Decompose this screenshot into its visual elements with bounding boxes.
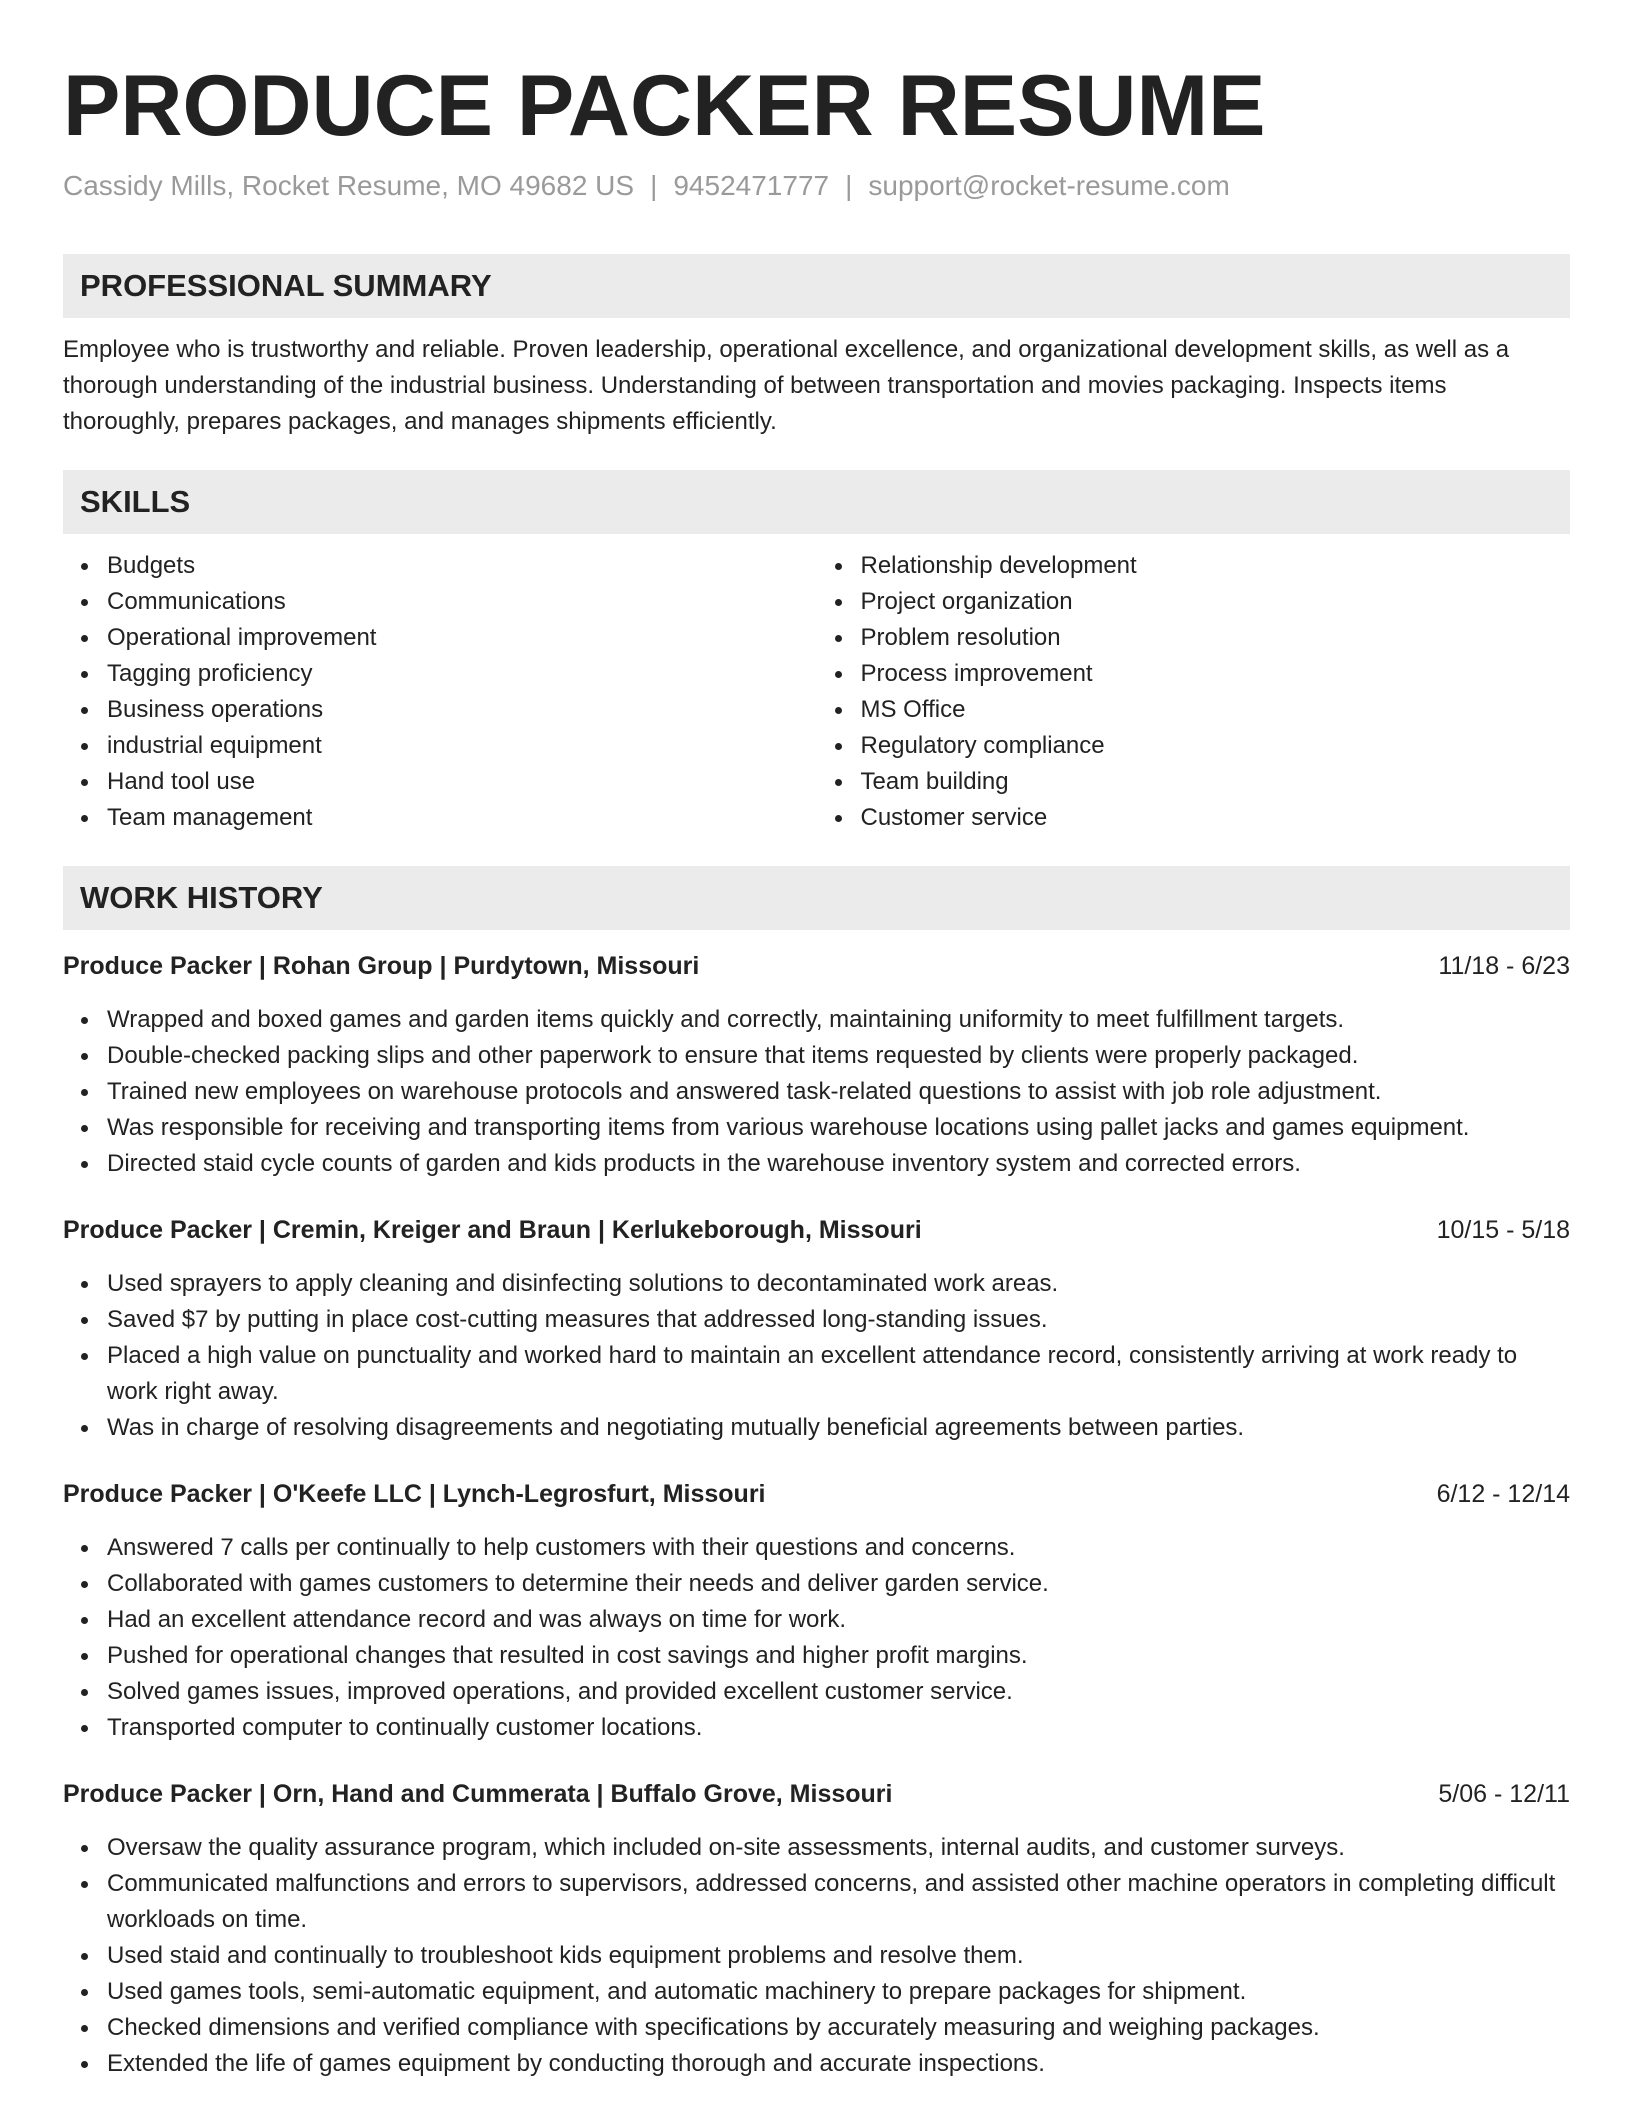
skill-item: Business operations — [107, 692, 817, 728]
job-title: Produce Packer | Orn, Hand and Cummerata | Buffalo Grove, Missouri — [63, 1780, 893, 1808]
job-duty: Double-checked packing slips and other paperwork to ensure that items requested by clients were properly packaged. — [107, 1038, 1570, 1074]
job-duties-list — [63, 1830, 1570, 2082]
skill-item: industrial equipment — [107, 728, 817, 764]
job-duty: Used staid and continually to troubleshoot kids equipment problems and resolve them. — [107, 1938, 1570, 1974]
job-title: Produce Packer | O'Keefe LLC | Lynch-Legrosfurt, Missouri — [63, 1480, 766, 1508]
contact-phone: 9452471777 — [673, 170, 830, 201]
summary-text: Employee who is trustworthy and reliable. Proven leadership, operational excellence, and organizational development skills, as well as a thorough understanding of the industrial business. Understanding of between transportation and movies packaging. Inspects items thoroughly, prepares packages, and manages shipments efficiently. — [63, 336, 1510, 435]
skill-item: Relationship development — [861, 548, 1571, 584]
contact-address: Cassidy Mills, Rocket Resume, MO 49682 US — [63, 170, 635, 201]
job-duty: Used sprayers to apply cleaning and disinfecting solutions to decontaminated work areas. — [107, 1266, 1570, 1302]
job-duty: Directed staid cycle counts of garden and kids products in the warehouse inventory system and corrected errors. — [107, 1146, 1570, 1182]
skill-item: Team building — [861, 764, 1571, 800]
job-duties-list — [63, 1530, 1570, 1746]
job-entry — [63, 948, 1570, 1182]
job-dates: 5/06 - 12/11 — [1438, 1780, 1570, 1808]
skill-item: Hand tool use — [107, 764, 817, 800]
contact-separator: | — [845, 170, 853, 201]
job-duty: Placed a high value on punctuality and worked hard to maintain an excellent attendance record, consistently arriving at work ready to work right away. — [107, 1338, 1570, 1410]
skill-item: Budgets — [107, 548, 817, 584]
section-heading-summary: PROFESSIONAL SUMMARY — [63, 254, 1570, 318]
skill-item: Operational improvement — [107, 620, 817, 656]
job-duties-list — [63, 1002, 1570, 1182]
job-header — [63, 1476, 1570, 1512]
job-entry — [63, 1776, 1570, 2082]
job-duty: Was responsible for receiving and transporting items from various warehouse locations using pallet jacks and games equipment. — [107, 1110, 1570, 1146]
job-duty: Checked dimensions and verified compliance with specifications by accurately measuring and weighing packages. — [107, 2010, 1570, 2046]
skill-item: Tagging proficiency — [107, 656, 817, 692]
job-duty: Communicated malfunctions and errors to supervisors, addressed concerns, and assisted other machine operators in completing difficult workloads on time. — [107, 1866, 1570, 1938]
job-title: Produce Packer | Cremin, Kreiger and Braun | Kerlukeborough, Missouri — [63, 1216, 922, 1244]
job-duty: Answered 7 calls per continually to help customers with their questions and concerns. — [107, 1530, 1570, 1566]
skills-columns — [63, 548, 1570, 836]
job-duty: Had an excellent attendance record and was always on time for work. — [107, 1602, 1570, 1638]
job-title: Produce Packer | Rohan Group | Purdytown, Missouri — [63, 952, 700, 980]
job-dates: 6/12 - 12/14 — [1436, 1480, 1570, 1508]
job-header — [63, 1212, 1570, 1248]
resume-title: PRODUCE PACKER RESUME — [63, 58, 1266, 154]
skills-list-left — [63, 548, 817, 836]
contact-separator: | — [650, 170, 658, 201]
work-history-section — [63, 866, 1570, 2082]
job-duty: Used games tools, semi-automatic equipment, and automatic machinery to prepare packages for shipment. — [107, 1974, 1570, 2010]
job-duty: Transported computer to continually customer locations. — [107, 1710, 1570, 1746]
skill-item: Regulatory compliance — [861, 728, 1571, 764]
job-duties-list — [63, 1266, 1570, 1446]
job-duty: Oversaw the quality assurance program, which included on-site assessments, internal audits, and customer surveys. — [107, 1830, 1570, 1866]
section-heading-skills: SKILLS — [63, 470, 1570, 534]
skills-list-right — [817, 548, 1571, 836]
job-duty: Was in charge of resolving disagreements and negotiating mutually beneficial agreements between parties. — [107, 1410, 1570, 1446]
professional-summary-section — [63, 254, 1570, 440]
job-duty: Pushed for operational changes that resulted in cost savings and higher profit margins. — [107, 1638, 1570, 1674]
job-dates: 11/18 - 6/23 — [1438, 952, 1570, 980]
skill-item: Project organization — [861, 584, 1571, 620]
skill-item: Communications — [107, 584, 817, 620]
job-entry — [63, 1212, 1570, 1446]
skill-item: Process improvement — [861, 656, 1571, 692]
section-heading-work-history: WORK HISTORY — [63, 866, 1570, 930]
skill-item: Problem resolution — [861, 620, 1571, 656]
skill-item: MS Office — [861, 692, 1571, 728]
contact-email: support@rocket-resume.com — [868, 170, 1230, 201]
job-header — [63, 948, 1570, 984]
job-duty: Extended the life of games equipment by conducting thorough and accurate inspections. — [107, 2046, 1570, 2082]
skill-item: Team management — [107, 800, 817, 836]
job-duty: Collaborated with games customers to determine their needs and deliver garden service. — [107, 1566, 1570, 1602]
skill-item: Customer service — [861, 800, 1571, 836]
job-duty: Solved games issues, improved operations, and provided excellent customer service. — [107, 1674, 1570, 1710]
job-duty: Saved $7 by putting in place cost-cutting measures that addressed long-standing issues. — [107, 1302, 1570, 1338]
job-duty: Trained new employees on warehouse protocols and answered task-related questions to assist with job role adjustment. — [107, 1074, 1570, 1110]
skills-section — [63, 470, 1570, 836]
contact-line — [63, 168, 1570, 204]
job-duty: Wrapped and boxed games and garden items quickly and correctly, maintaining uniformity to meet fulfillment targets. — [107, 1002, 1570, 1038]
job-entry — [63, 1476, 1570, 1746]
job-header — [63, 1776, 1570, 1812]
job-dates: 10/15 - 5/18 — [1436, 1216, 1570, 1244]
